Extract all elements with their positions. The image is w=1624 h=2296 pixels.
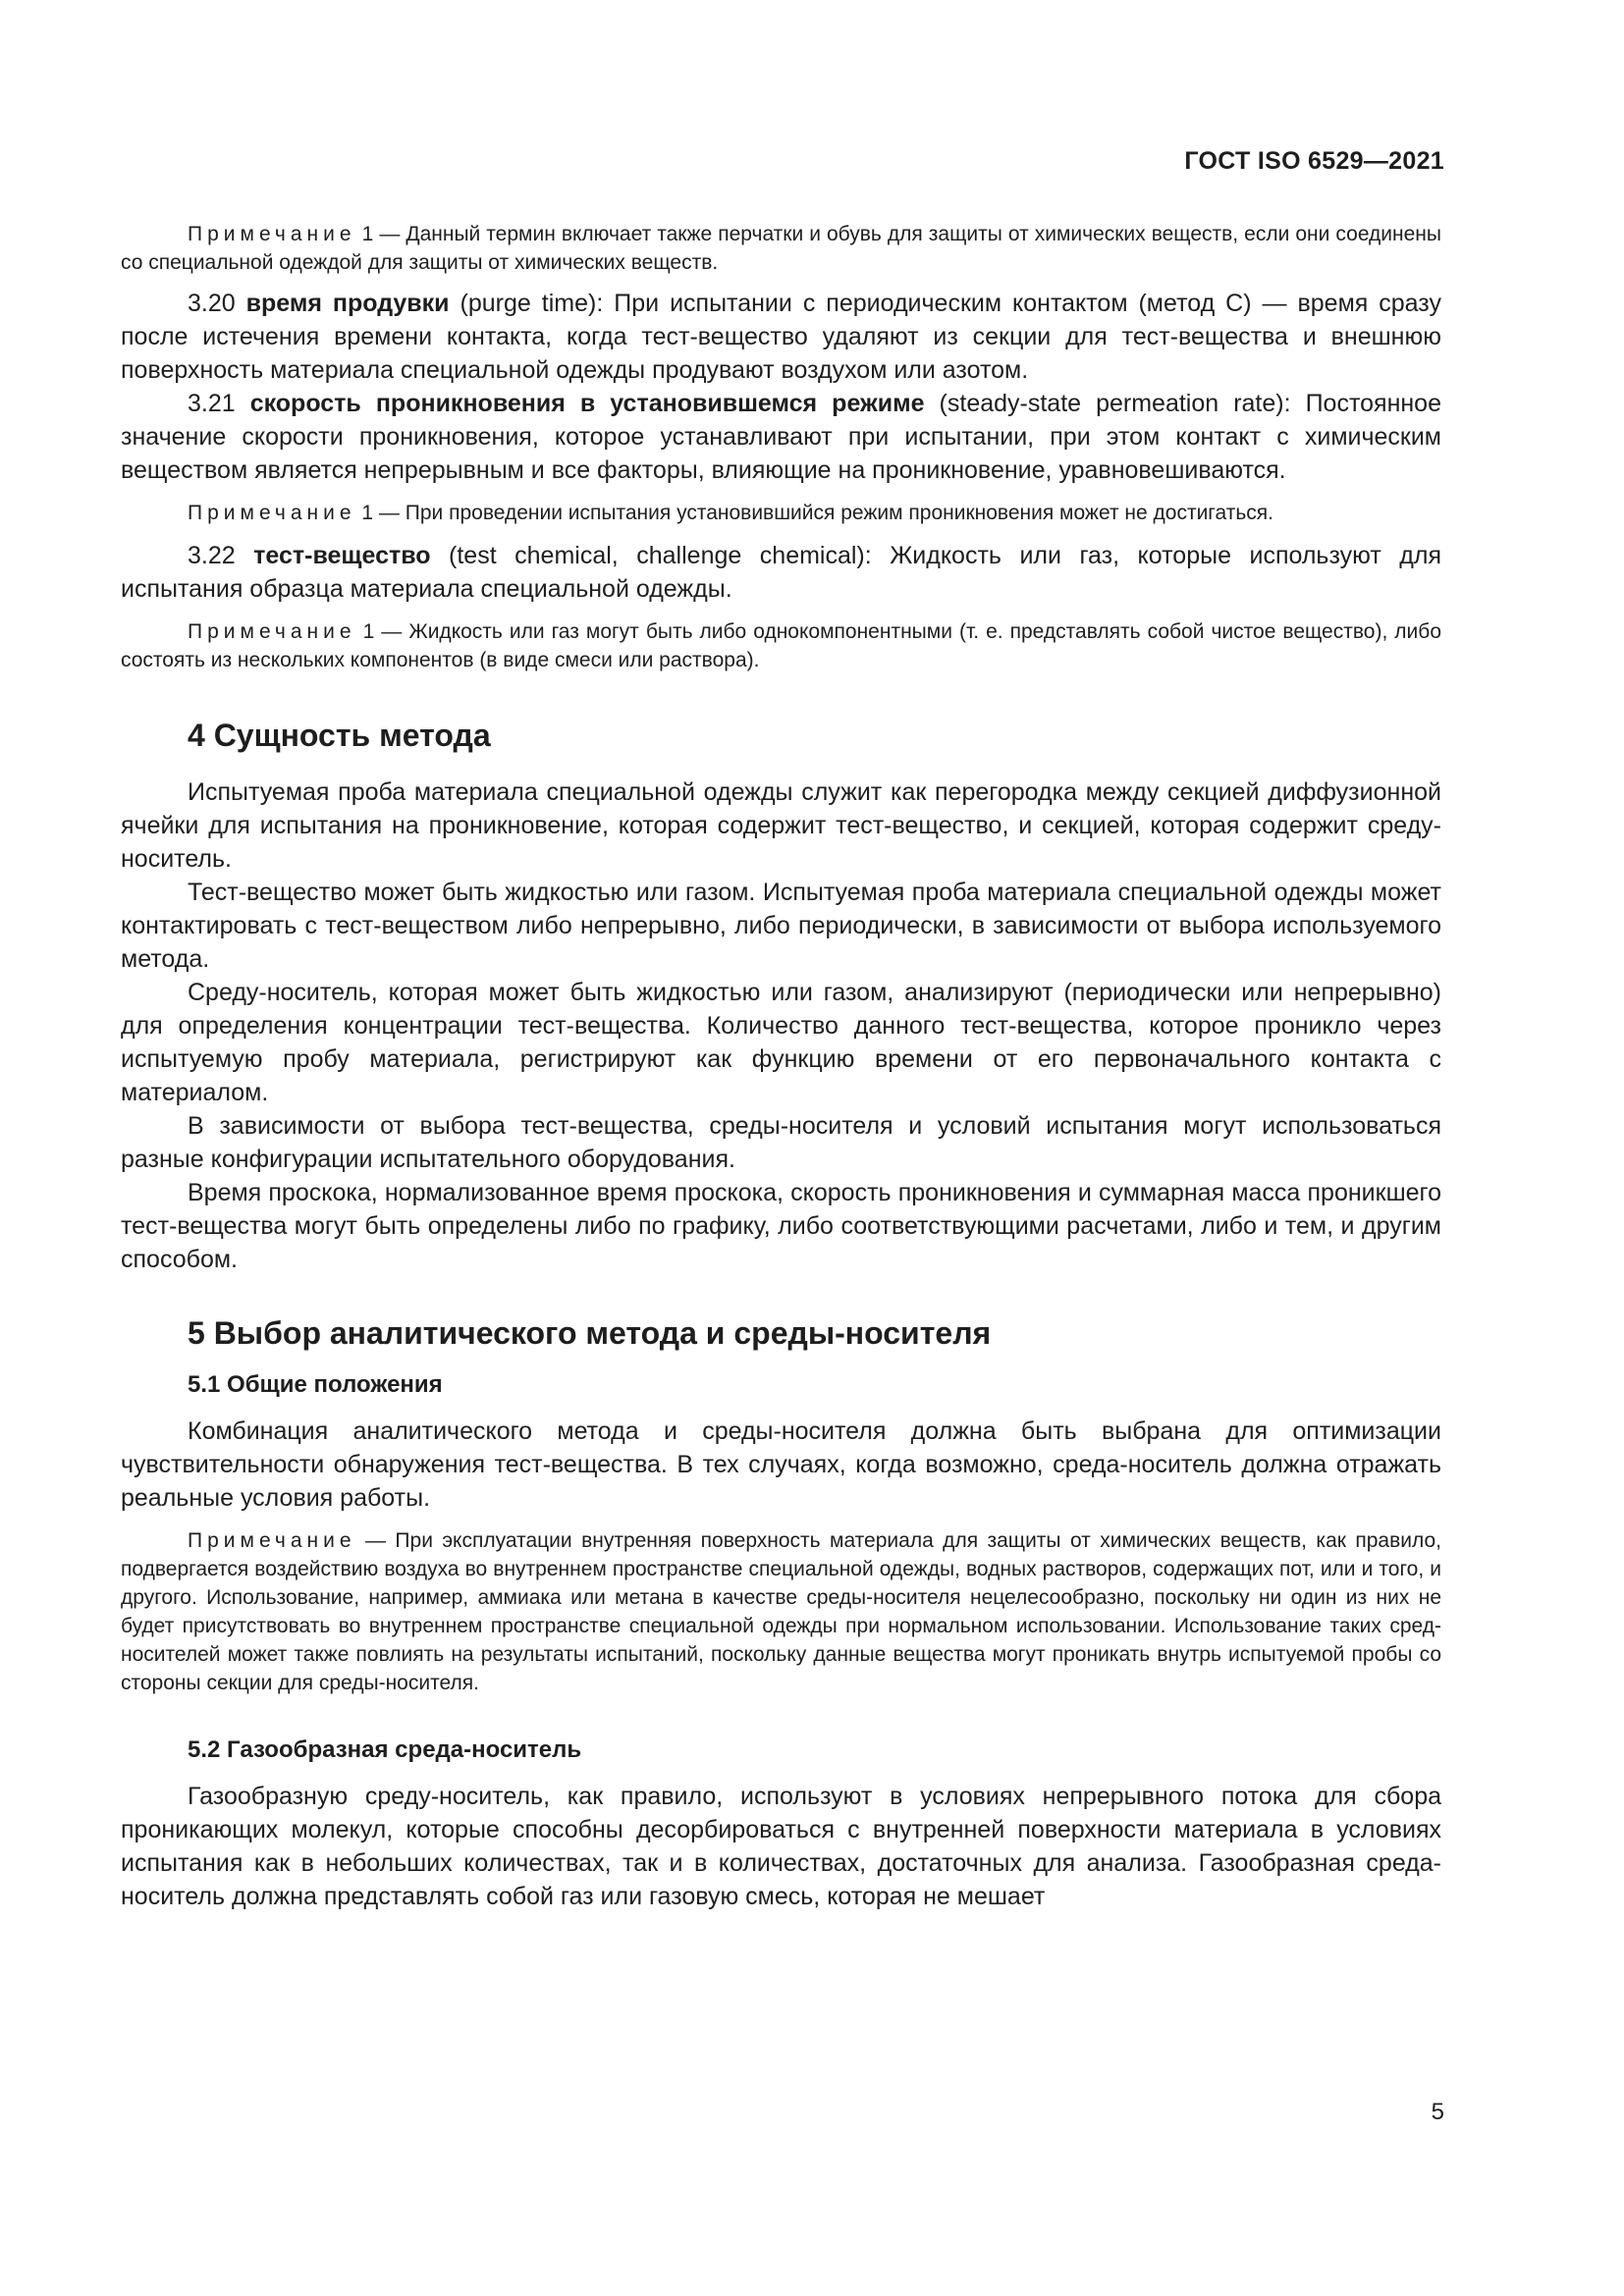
clause-text: (steady-state permeation rate): Постоянное значение скорости проникновения, которое устанавливают при испытании, при этом контакт с химическим веществом является непрерывным и все факторы, влияющие на проникновение, уравновешиваются. [121, 390, 1441, 484]
clause-3-20 [121, 287, 1441, 387]
clause-3-22 [121, 539, 1441, 606]
note-label: Примечание [188, 1529, 356, 1552]
document-id-header: ГОСТ ISO 6529—2021 [1184, 147, 1444, 175]
section-5-2-paragraph: Газообразную среду-носитель, как правило, используют в условиях непрерывного потока для сбора проникающих молекул, которые способны десорбироваться с внутренней поверхности материала в условиях испытания как в небольших количествах, так и в количествах, достаточных для анализа. Газообразная среда-носитель должна представлять собой газ или газовую смесь, которая не мешает [121, 1783, 1441, 1910]
clause-text: (test chemical, challenge chemical): Жидкость или газ, которые используют для испытания образца материала специальной одежды. [121, 542, 1442, 603]
section-4-paragraph: Испытуемая проба материала специальной одежды служит как перегородка между секцией диффузионной ячейки для испытания на проникновение, которая содержит тест-вещество, и секцией, которая содержит среду-носитель. [121, 778, 1441, 873]
section-4-heading: 4 Сущность метода [188, 718, 491, 753]
clause-number: 3.21 [188, 390, 250, 417]
note-text: 1 — При проведении испытания установившийся режим проникновения может не достигаться. [355, 502, 1273, 524]
section-4-paragraph: Тест-вещество может быть жидкостью или газом. Испытуемая проба материала специальной одежды может контактировать с тест-веществом либо непрерывно, либо периодически, в зависимости от выбора используемого метода. [121, 879, 1441, 973]
page-number: 5 [1431, 2099, 1444, 2125]
note-text: 1 — Данный термин включает также перчатки и обувь для защиты от химических веществ, если они соединены со специальной одеждой для защиты от химических веществ. [121, 223, 1441, 274]
clause-term: скорость проникновения в установившемся режиме [249, 390, 925, 417]
subsection-5-2-heading: 5.2 Газообразная среда-носитель [188, 1736, 582, 1763]
clause-3-21 [121, 387, 1441, 487]
section-4-paragraph: В зависимости от выбора тест-вещества, среды-носителя и условий испытания могут использоваться разные конфигурации испытательного оборудования. [121, 1112, 1441, 1173]
note-3-19 [121, 220, 1441, 277]
note-3-21 [121, 499, 1441, 527]
note-5-1 [121, 1526, 1441, 1697]
note-text: 1 — Жидкость или газ могут быть либо однокомпонентными (т. е. представлять собой чистое вещество), либо состоять из нескольких компонентов (в виде смеси или раствора). [121, 620, 1441, 671]
clause-text: (purge time): При испытании с периодическим контактом (метод С) — время сразу после истечения времени контакта, когда тест-вещество удаляют из секции для тест-вещества и внешнюю поверхность материала специальной одежды продувают воздухом или азотом. [121, 290, 1441, 384]
note-label: Примечание [188, 223, 356, 245]
document-body [121, 220, 1441, 1913]
note-3-22 [121, 617, 1441, 674]
section-5-1-paragraph: Комбинация аналитического метода и среды-носителя должна быть выбрана для оптимизации чувствительности обнаружения тест-вещества. В тех случаях, когда возможно, среда-носитель должна отражать реальные условия работы. [121, 1417, 1441, 1512]
section-4-paragraph: Среду-носитель, которая может быть жидкостью или газом, анализируют (периодически или непрерывно) для определения концентрации тест-вещества. Количество данного тест-вещества, которое проникло через испытуемую пробу материала, регистрируют как функцию времени от его первоначального контакта с материалом. [121, 979, 1441, 1106]
section-4-paragraph: Время проскока, нормализованное время проскока, скорость проникновения и суммарная масса проникшего тест-вещества могут быть определены либо по графику, либо соответствующими расчетами, либо и тем, и другим способом. [121, 1179, 1441, 1273]
note-label: Примечание [188, 502, 356, 524]
clause-number: 3.22 [188, 542, 254, 569]
clause-term: тест-вещество [253, 542, 431, 569]
clause-number: 3.20 [188, 290, 246, 317]
clause-term: время продувки [245, 290, 450, 317]
section-5-heading: 5 Выбор аналитического метода и среды-носителя [188, 1315, 992, 1351]
note-label: Примечание [188, 620, 356, 643]
note-text: — При эксплуатации внутренняя поверхность материала для защиты от химических веществ, как правило, подвергается воздействию воздуха во внутреннем пространстве специальной одежды, водных растворов, содержащих пот, или и того, и другого. Использование, например, аммиака или метана в качестве среды-носителя нецелесообразно, поскольку ни один из них не будет присутствовать во внутреннем пространстве специальной одежды при нормальном использовании. Использование таких сред-носителей может также повлиять на результаты испытаний, поскольку данные вещества могут проникать внутрь испытуемой пробы со стороны секции для среды-носителя. [121, 1529, 1441, 1694]
subsection-5-1-heading: 5.1 Общие положения [188, 1371, 443, 1398]
